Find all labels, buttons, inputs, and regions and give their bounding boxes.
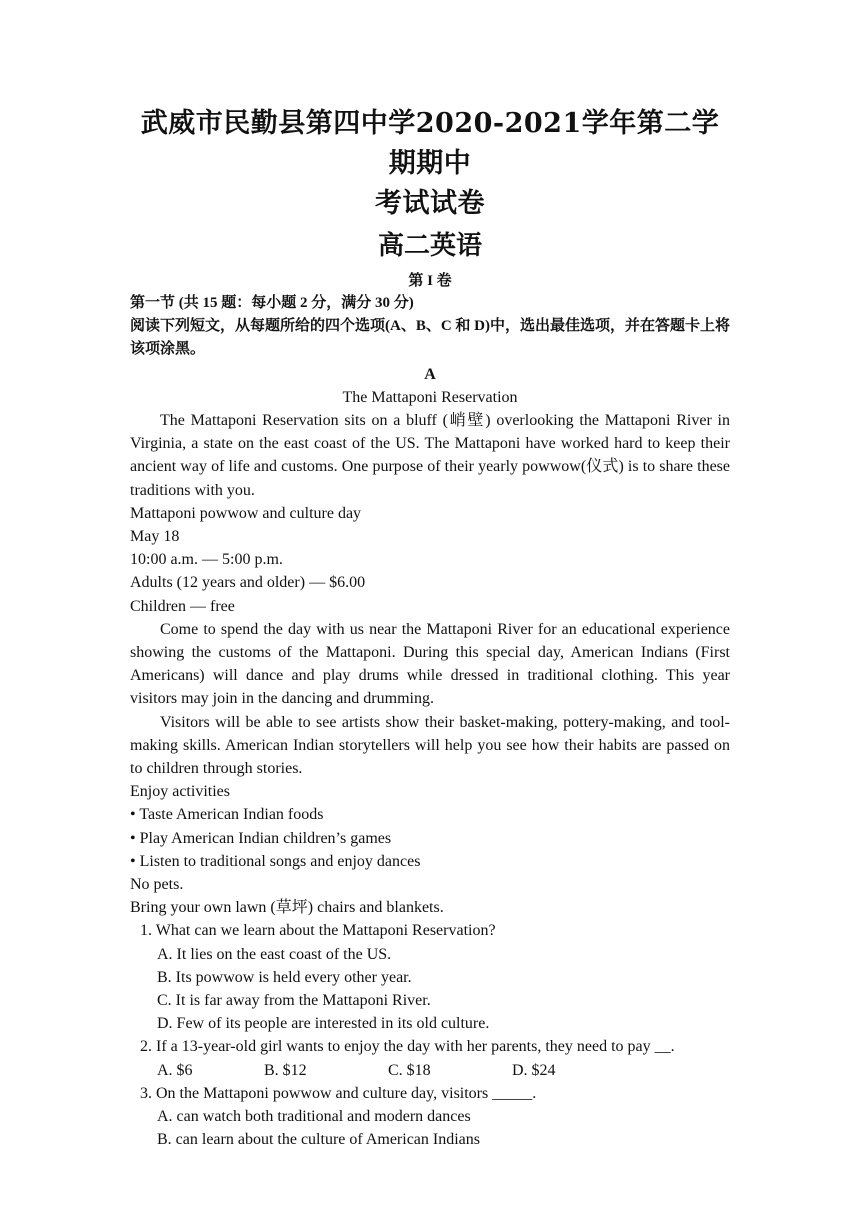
question-2-stem: 2. If a 13-year-old girl wants to enjoy the day with her parents, they need to pay __.	[140, 1038, 675, 1056]
passage-paragraph-2: Come to spend the day with us near the Mattaponi River for an educational experience showing the customs of the Mattaponi. During this special day, American Indians (First Americans) will dance and play drums while dressed in traditional clothing. This year visitors may join in the dancing and drumming.	[130, 620, 730, 708]
exam-title-line2: 考试试卷	[375, 188, 485, 219]
price-adults: Adults (12 years and older) — $6.00	[130, 574, 366, 592]
question-2-option: B. $12	[264, 1061, 307, 1079]
activity-item: • Play American Indian children’s games	[130, 829, 392, 847]
question-2-option: C. $18	[388, 1061, 431, 1079]
activity-item: • Listen to traditional songs and enjoy dances	[130, 852, 421, 870]
exam-page	[130, 104, 730, 1152]
exam-subject: 高二英语	[377, 231, 482, 261]
activities-heading: Enjoy activities	[130, 783, 230, 801]
question-1-option: D. Few of its people are interested in its old culture.	[157, 1015, 490, 1033]
volume-label: 第 I 卷	[408, 273, 452, 289]
passage-title: The Mattaponi Reservation	[342, 389, 518, 406]
instructions: 阅读下列短文，从每题所给的四个选项(A、B、C 和 D)中，选出最佳选项，并在答题卡上将该项涂黑。	[130, 318, 730, 357]
question-1-option: C. It is far away from the Mattaponi River.	[157, 992, 431, 1010]
passage-letter: A	[424, 366, 436, 383]
question-2-options	[130, 1059, 730, 1082]
event-date: May 18	[130, 528, 180, 546]
question-1-option: A. It lies on the east coast of the US.	[157, 945, 392, 963]
passage-paragraph-1: The Mattaponi Reservation sits on a bluff (峭壁) overlooking the Mattaponi River in Virginia, a state on the east coast of the US. The Mattaponi have worked hard to keep their ancient way of life and customs. One purpose of their yearly powwow(仪式) is to share these traditions with you.	[130, 412, 730, 499]
exam-title-line1: 武威市民勤县第四中学2020-2021学年第二学期期中	[140, 108, 720, 179]
event-time: 10:00 a.m. — 5:00 p.m.	[130, 551, 283, 569]
passage-paragraph-3: Visitors will be able to see artists show their basket-making, pottery-making, and tool-making skills. American Indian storytellers will help you see how their habits are passed on to children through stories.	[130, 713, 730, 778]
question-1-option: B. Its powwow is held every other year.	[157, 968, 412, 986]
question-3-stem: 3. On the Mattaponi powwow and culture day, visitors _____.	[140, 1084, 537, 1102]
price-children: Children — free	[130, 597, 235, 615]
bring-note: Bring your own lawn (草坪) chairs and blankets.	[130, 899, 444, 917]
no-pets-note: No pets.	[130, 876, 184, 894]
question-3-option: B. can learn about the culture of American Indians	[157, 1131, 480, 1149]
section-heading: 第一节 (共 15 题：每小题 2 分，满分 30 分)	[130, 295, 414, 311]
event-name: Mattaponi powwow and culture day	[130, 504, 362, 522]
question-3-option: A. can watch both traditional and modern dances	[157, 1108, 471, 1126]
question-2-option: A. $6	[157, 1061, 193, 1079]
question-2-option: D. $24	[512, 1061, 556, 1079]
activity-item: • Taste American Indian foods	[130, 806, 324, 824]
question-1-stem: 1. What can we learn about the Mattaponi Reservation?	[140, 922, 496, 940]
